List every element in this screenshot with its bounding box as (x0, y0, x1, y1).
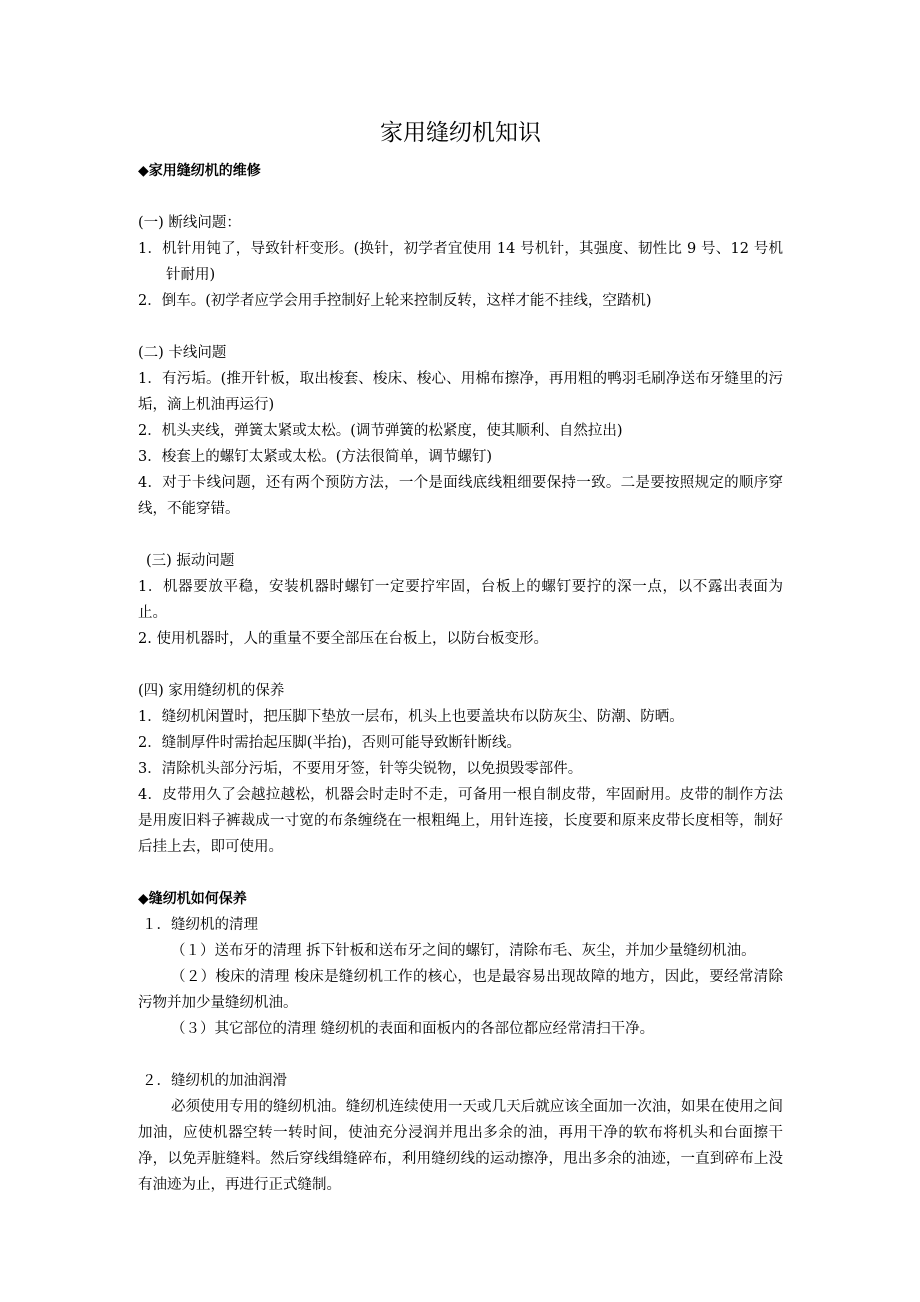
list-item: 3．清除机头部分污垢，不要用牙签，针等尖锐物，以免损毁零部件。 (138, 761, 583, 777)
spacer (138, 184, 783, 210)
list-item: 1．机器要放平稳，安装机器时螺钉一定要拧牢固，台板上的螺钉要拧的深一点，以不露出表面为止。 (138, 579, 783, 621)
subheading-thread-break: (一) 断线问题： (138, 215, 241, 231)
spacer (138, 652, 783, 678)
subheading-vibration: (三) 振动问题 (146, 553, 235, 569)
paragraph: （３）其它部位的清理 缝纫机的表面和面板内的各部位都应经常清扫干净。 (171, 1021, 655, 1037)
list-item: 4．皮带用久了会越拉越松，机器会时走时不走，可备用一根自制皮带，牢固耐用。皮带的制作方法是用废旧料子裤裁成一寸宽的布条缠绕在一根粗绳上，用针连接，长度要和原来皮带长度相等，制好后挂上去，即可使用。 (138, 787, 783, 855)
subheading-maintenance: (四) 家用缝纫机的保养 (138, 683, 285, 699)
paragraph: 必须使用专用的缝纫机油。缝纫机连续使用一天或几天后就应该全面加一次油，如果在使用之间加油，应使机器空转一转时间，使油充分浸润并甩出多余的油，再用干净的软布将机头和台面擦干净，以免弄脏缝料。然后穿线缉缝碎布，利用缝纫线的运动擦净，甩出多余的油迹，一直到碎布上没有油迹为止，再进行正式缝制。 (138, 1099, 783, 1193)
list-item: 1．缝纫机闲置时，把压脚下垫放一层布，机头上也要盖块布以防灰尘、防潮、防晒。 (138, 709, 684, 725)
list-item: 2．缝制厚件时需抬起压脚(半抬)，否则可能导致断针断线。 (138, 735, 522, 751)
spacer (138, 1042, 783, 1068)
list-item: 2．倒车。(初学者应学会用手控制好上轮来控制反转，这样才能不挂线，空踏机) (138, 293, 652, 309)
spacer (138, 860, 783, 886)
paragraph: （１）送布牙的清理 拆下针板和送布牙之间的螺钉，清除布毛、灰尘，并加少量缝纫机油。 (171, 943, 756, 959)
subheading-cleaning: １．缝纫机的清理 (142, 917, 258, 933)
list-item: 1．机针用钝了，导致针杆变形。(换针，初学者宜使用 14 号机针，其强度、韧性比 9 号、12 号机针耐用) (138, 241, 783, 283)
section-heading-care: ◆缝纫机如何保养 (138, 891, 247, 907)
subheading-thread-jam: (二) 卡线问题 (138, 345, 227, 361)
list-item: 2．机头夹线，弹簧太紧或太松。(调节弹簧的松紧度，使其顺利、自然拉出) (138, 423, 623, 439)
list-item: 2. 使用机器时，人的重量不要全部压在台板上，以防台板变形。 (138, 631, 548, 647)
list-item: 1．有污垢。(推开针板，取出梭套、梭床、梭心、用棉布擦净，再用粗的鸭羽毛刷净送布牙缝里的污垢，滴上机油再运行) (138, 371, 783, 413)
list-item: 3．梭套上的螺钉太紧或太松。(方法很简单，调节螺钉) (138, 449, 493, 465)
list-item: 4．对于卡线问题，还有两个预防方法，一个是面线底线粗细要保持一致。二是要按照规定的顺序穿线，不能穿错。 (138, 475, 783, 517)
page-title: 家用缝纫机知识 (380, 120, 541, 146)
spacer (138, 314, 783, 340)
document-page (138, 118, 783, 1198)
subheading-lubrication: ２．缝纫机的加油润滑 (142, 1073, 287, 1089)
spacer (138, 522, 783, 548)
section-heading-repair: ◆家用缝纫机的维修 (138, 163, 261, 179)
paragraph: （２）梭床的清理 梭床是缝纫机工作的核心，也是最容易出现故障的地方，因此，要经常清除污物并加少量缝纫机油。 (138, 969, 783, 1011)
